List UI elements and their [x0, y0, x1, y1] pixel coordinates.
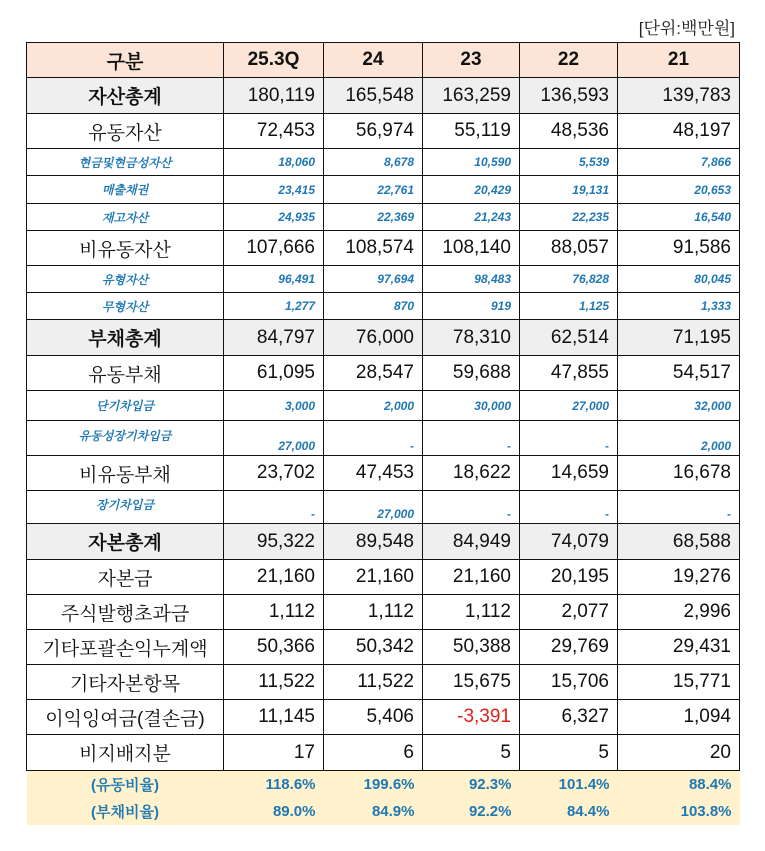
cell-value: 20 [618, 735, 740, 771]
cell-value: 20,195 [520, 560, 618, 595]
row-label: 이익잉여금(결손금) [27, 700, 224, 735]
row-label: 주식발행초과금 [27, 595, 224, 630]
cell-value: 5,406 [324, 700, 423, 735]
row-label: 부채총계 [27, 320, 224, 356]
cell-value: 89,548 [324, 524, 423, 560]
unit-label: [단위:백만원] [638, 19, 735, 38]
table-row-non-controlling-interest [27, 735, 740, 771]
cell-value: 71,195 [618, 320, 740, 356]
cell-value: 74,079 [520, 524, 618, 560]
cell-value: 16,540 [618, 204, 740, 231]
cell-value: 28,547 [324, 356, 423, 391]
cell-value: - [324, 421, 423, 456]
table-row-retained-earnings [27, 700, 740, 735]
cell-value: 14,659 [520, 456, 618, 491]
cell-value: 23,415 [224, 176, 324, 204]
cell-value: 6 [324, 735, 423, 771]
cell-value: 78,310 [423, 320, 520, 356]
row-label: 매출채권 [27, 176, 224, 204]
cell-value: 68,588 [618, 524, 740, 560]
cell-value: 5 [423, 735, 520, 771]
cell-value: 27,000 [520, 391, 618, 421]
cell-value: 88,057 [520, 231, 618, 266]
row-label: 비유동부채 [27, 456, 224, 491]
cell-value: 27,000 [324, 491, 423, 524]
ratio-label: (부채비율) [27, 798, 224, 825]
table-row-capital-stock [27, 560, 740, 595]
table-row-intangible-assets [27, 293, 740, 320]
cell-value: 18,622 [423, 456, 520, 491]
row-label: 현금및현금성자산 [27, 149, 224, 176]
cell-value: 2,996 [618, 595, 740, 630]
ratio-value: 89.0% [224, 798, 324, 825]
cell-value: 16,678 [618, 456, 740, 491]
cell-value: 22,369 [324, 204, 423, 231]
cell-value: 11,522 [224, 665, 324, 700]
row-label: 자본금 [27, 560, 224, 595]
cell-value: 108,140 [423, 231, 520, 266]
cell-value: 7,866 [618, 149, 740, 176]
table-row-cash [27, 149, 740, 176]
cell-value: 50,366 [224, 630, 324, 665]
ratio-row-debt-ratio [27, 798, 740, 825]
ratio-value: 103.8% [618, 798, 740, 825]
table-row-current-assets [27, 114, 740, 149]
cell-value: 50,388 [423, 630, 520, 665]
row-label: 무형자산 [27, 293, 224, 320]
row-label: 단기차입금 [27, 391, 224, 421]
table-row-receivables [27, 176, 740, 204]
table-row-current-portion-long-term-borrowings [27, 421, 740, 456]
ratio-value: 84.9% [324, 798, 423, 825]
cell-value: 870 [324, 293, 423, 320]
cell-value: 59,688 [423, 356, 520, 391]
table-row-noncurrent-assets [27, 231, 740, 266]
row-label: 기타자본항목 [27, 665, 224, 700]
row-label: 유동부채 [27, 356, 224, 391]
row-label: 자산총계 [27, 78, 224, 114]
cell-value: 48,197 [618, 114, 740, 149]
column-header: 24 [324, 43, 423, 78]
ratio-value: 84.4% [520, 798, 618, 825]
cell-value: 10,590 [423, 149, 520, 176]
cell-value: 21,160 [324, 560, 423, 595]
table-row-long-term-borrowings [27, 491, 740, 524]
cell-value: 21,160 [224, 560, 324, 595]
cell-value: 919 [423, 293, 520, 320]
column-header: 21 [618, 43, 740, 78]
cell-value: 23,702 [224, 456, 324, 491]
cell-value: 91,586 [618, 231, 740, 266]
cell-value: 1,112 [224, 595, 324, 630]
row-label: 유동성장기차입금 [27, 421, 224, 456]
table-row-total-liabilities [27, 320, 740, 356]
cell-value: 97,694 [324, 266, 423, 293]
cell-value: 18,060 [224, 149, 324, 176]
cell-value: 180,119 [224, 78, 324, 114]
cell-value: 29,431 [618, 630, 740, 665]
ratio-label: (유동비율) [27, 771, 224, 798]
cell-value: 54,517 [618, 356, 740, 391]
table-row-current-liabilities [27, 356, 740, 391]
cell-value: 11,145 [224, 700, 324, 735]
cell-value: 29,769 [520, 630, 618, 665]
cell-value: 61,095 [224, 356, 324, 391]
cell-value: 163,259 [423, 78, 520, 114]
row-label: 유동자산 [27, 114, 224, 149]
cell-value: 19,276 [618, 560, 740, 595]
cell-value: 21,243 [423, 204, 520, 231]
cell-value: 72,453 [224, 114, 324, 149]
cell-value: 76,000 [324, 320, 423, 356]
ratio-value: 92.3% [423, 771, 520, 798]
cell-value: 76,828 [520, 266, 618, 293]
table-row-short-term-borrowings [27, 391, 740, 421]
cell-value: 22,235 [520, 204, 618, 231]
row-label: 장기차입금 [27, 491, 224, 524]
cell-value: 5 [520, 735, 618, 771]
cell-value: 96,491 [224, 266, 324, 293]
cell-value: 1,112 [324, 595, 423, 630]
cell-value: - [423, 421, 520, 456]
cell-value: 5,539 [520, 149, 618, 176]
cell-value: 20,653 [618, 176, 740, 204]
cell-value: - [423, 491, 520, 524]
cell-value: 27,000 [224, 421, 324, 456]
cell-value-negative: -3,391 [423, 700, 520, 735]
cell-value: 62,514 [520, 320, 618, 356]
row-label: 자본총계 [27, 524, 224, 560]
cell-value: 95,322 [224, 524, 324, 560]
cell-value: 2,000 [618, 421, 740, 456]
cell-value: 55,119 [423, 114, 520, 149]
cell-value: 84,797 [224, 320, 324, 356]
cell-value: 2,000 [324, 391, 423, 421]
table-row-share-premium [27, 595, 740, 630]
cell-value: 2,077 [520, 595, 618, 630]
cell-value: 139,783 [618, 78, 740, 114]
header-row [27, 43, 740, 78]
cell-value: 136,593 [520, 78, 618, 114]
cell-value: 15,771 [618, 665, 740, 700]
cell-value: - [224, 491, 324, 524]
cell-value: 8,678 [324, 149, 423, 176]
cell-value: 11,522 [324, 665, 423, 700]
row-label: 비지배지분 [27, 735, 224, 771]
cell-value: 56,974 [324, 114, 423, 149]
cell-value: 165,548 [324, 78, 423, 114]
cell-value: 15,675 [423, 665, 520, 700]
row-label: 유형자산 [27, 266, 224, 293]
cell-value: 1,333 [618, 293, 740, 320]
cell-value: 3,000 [224, 391, 324, 421]
cell-value: 21,160 [423, 560, 520, 595]
row-label: 재고자산 [27, 204, 224, 231]
ratio-value: 118.6% [224, 771, 324, 798]
cell-value: 24,935 [224, 204, 324, 231]
table-row-accumulated-oci [27, 630, 740, 665]
cell-value: 15,706 [520, 665, 618, 700]
cell-value: 84,949 [423, 524, 520, 560]
table-row-tangible-assets [27, 266, 740, 293]
cell-value: - [520, 491, 618, 524]
ratio-value: 88.4% [618, 771, 740, 798]
cell-value: 32,000 [618, 391, 740, 421]
cell-value: 30,000 [423, 391, 520, 421]
cell-value: 1,125 [520, 293, 618, 320]
cell-value: 48,536 [520, 114, 618, 149]
column-header: 22 [520, 43, 618, 78]
cell-value: 47,453 [324, 456, 423, 491]
balance-sheet-table [26, 42, 740, 825]
cell-value: 19,131 [520, 176, 618, 204]
cell-value: 20,429 [423, 176, 520, 204]
table-row-noncurrent-liabilities [27, 456, 740, 491]
cell-value: 1,094 [618, 700, 740, 735]
cell-value: 1,112 [423, 595, 520, 630]
table-row-total-equity [27, 524, 740, 560]
table-row-total-assets [27, 78, 740, 114]
header-label: 구분 [27, 43, 224, 78]
cell-value: 17 [224, 735, 324, 771]
cell-value: 6,327 [520, 700, 618, 735]
ratio-value: 92.2% [423, 798, 520, 825]
table-row-inventory [27, 204, 740, 231]
cell-value: - [618, 491, 740, 524]
cell-value: 108,574 [324, 231, 423, 266]
cell-value: 80,045 [618, 266, 740, 293]
cell-value: 47,855 [520, 356, 618, 391]
table-row-other-equity [27, 665, 740, 700]
column-header: 25.3Q [224, 43, 324, 78]
cell-value: 98,483 [423, 266, 520, 293]
row-label: 비유동자산 [27, 231, 224, 266]
cell-value: - [520, 421, 618, 456]
cell-value: 1,277 [224, 293, 324, 320]
ratio-row-current-ratio [27, 771, 740, 798]
cell-value: 50,342 [324, 630, 423, 665]
ratio-value: 199.6% [324, 771, 423, 798]
ratio-value: 101.4% [520, 771, 618, 798]
column-header: 23 [423, 43, 520, 78]
cell-value: 22,761 [324, 176, 423, 204]
row-label: 기타포괄손익누계액 [27, 630, 224, 665]
cell-value: 107,666 [224, 231, 324, 266]
